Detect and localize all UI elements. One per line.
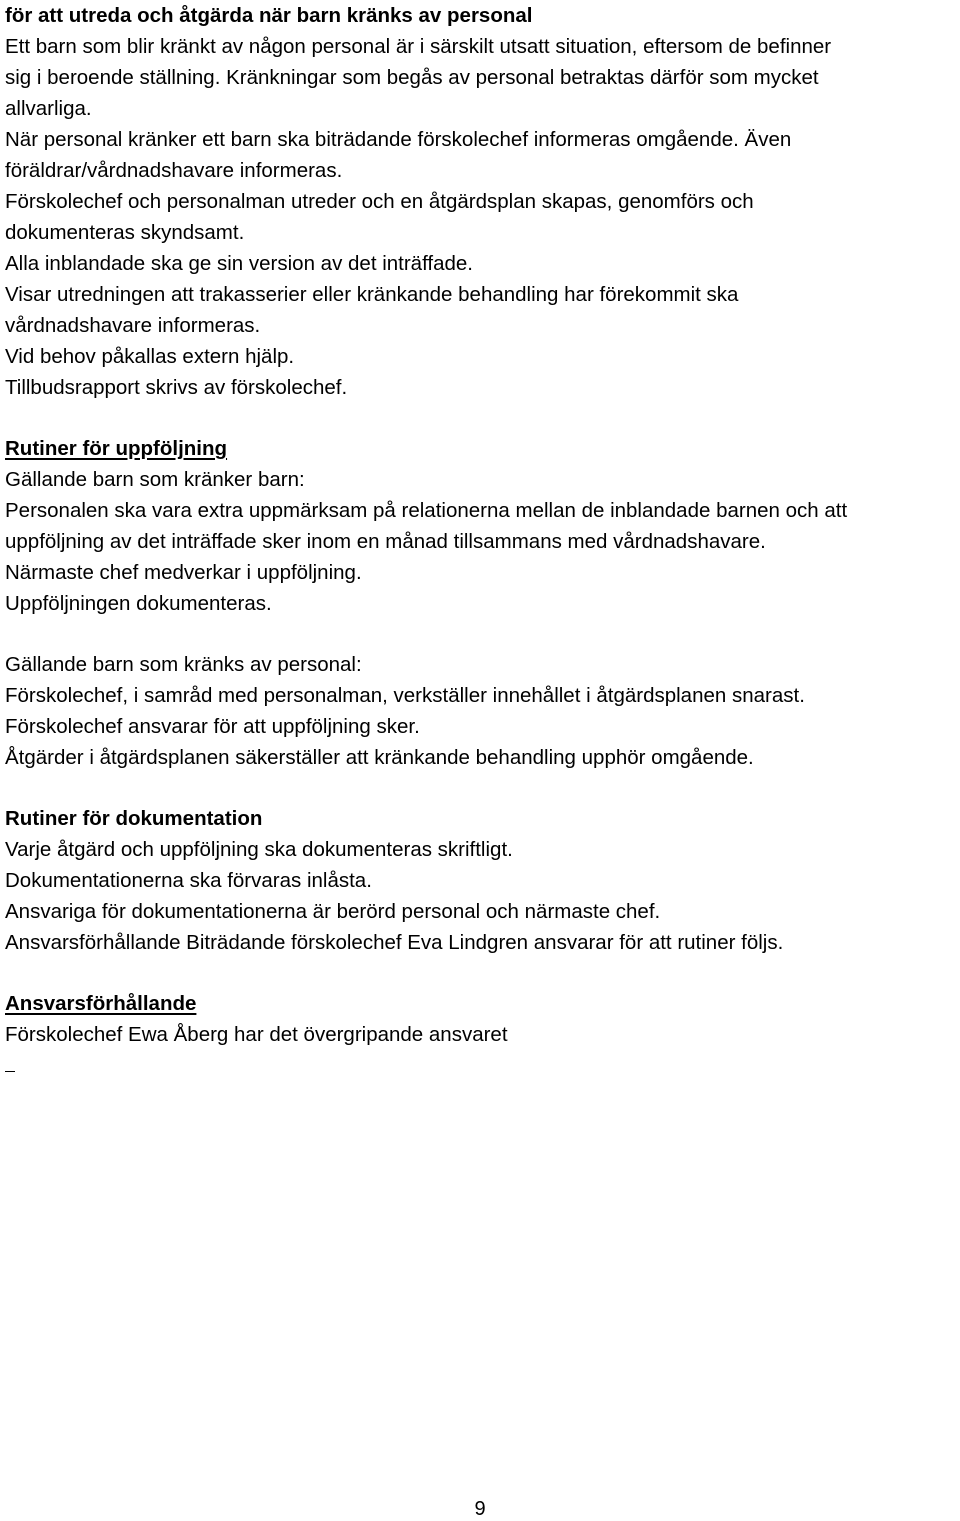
spacer [5,403,960,433]
paragraph-line: föräldrar/vårdnadshavare informeras. [5,159,343,182]
section-heading-documentation: Rutiner för dokumentation [5,807,263,830]
page-number: 9 [474,1498,486,1520]
paragraph-line: Åtgärder i åtgärdsplanen säkerställer att kränkande behandling upphör omgående. [5,746,754,769]
paragraph-line: vårdnadshavare informeras. [5,314,261,337]
paragraph-line: Förskolechef ansvarar för att uppföljning sker. [5,715,420,738]
paragraph-line: Förskolechef Ewa Åberg har det övergripande ansvaret [5,1023,508,1046]
paragraph-line: dokumenteras skyndsamt. [5,221,245,244]
paragraph-line: Dokumentationerna ska förvaras inlåsta. [5,869,372,892]
spacer [5,958,960,988]
paragraph-line: Alla inblandade ska ge sin version av det inträffade. [5,252,474,275]
spacer [5,619,960,649]
paragraph-line: Ett barn som blir kränkt av någon personal är i särskilt utsatt situation, eftersom de befinner [5,35,832,58]
paragraph-line: sig i beroende ställning. Kränkningar som begås av personal betraktas därför som mycket [5,66,819,89]
paragraph-line: Uppföljningen dokumenteras. [5,592,272,615]
section-heading-follow-up: Rutiner för uppföljning [5,437,228,460]
paragraph-line: När personal kränker ett barn ska biträdande förskolechef informeras omgående. Även [5,128,792,151]
paragraph-line: allvarliga. [5,97,92,120]
paragraph-line: Personalen ska vara extra uppmärksam på relationerna mellan de inblandade barnen och att [5,499,848,522]
paragraph-line: Vid behov påkallas extern hjälp. [5,345,295,368]
subheading-children-offending: Gällande barn som kränker barn: [5,468,305,491]
spacer [5,773,960,803]
section-heading-investigate: för att utreda och åtgärda när barn kränks av personal [5,4,533,27]
paragraph-line: Närmaste chef medverkar i uppföljning. [5,561,362,584]
dash-mark [5,1071,15,1072]
paragraph-line: Förskolechef och personalman utreder och en åtgärdsplan skapas, genomförs och [5,190,754,213]
subheading-offended-by-staff: Gällande barn som kränks av personal: [5,653,362,676]
paragraph-line: Ansvariga för dokumentationerna är berörd personal och närmaste chef. [5,900,661,923]
paragraph-line: Tillbudsrapport skrivs av förskolechef. [5,376,348,399]
section-heading-responsibility: Ansvarsförhållande [5,992,197,1015]
paragraph-line: Förskolechef, i samråd med personalman, verkställer innehållet i åtgärdsplanen snarast. [5,684,805,707]
paragraph-line: Ansvarsförhållande Biträdande förskolechef Eva Lindgren ansvarar för att rutiner följs. [5,931,784,954]
paragraph-line: Visar utredningen att trakasserier eller kränkande behandling har förekommit ska [5,283,739,306]
document-body [5,0,960,1050]
paragraph-line: uppföljning av det inträffade sker inom en månad tillsammans med vårdnadshavare. [5,530,766,553]
paragraph-line: Varje åtgärd och uppföljning ska dokumenteras skriftligt. [5,838,513,861]
